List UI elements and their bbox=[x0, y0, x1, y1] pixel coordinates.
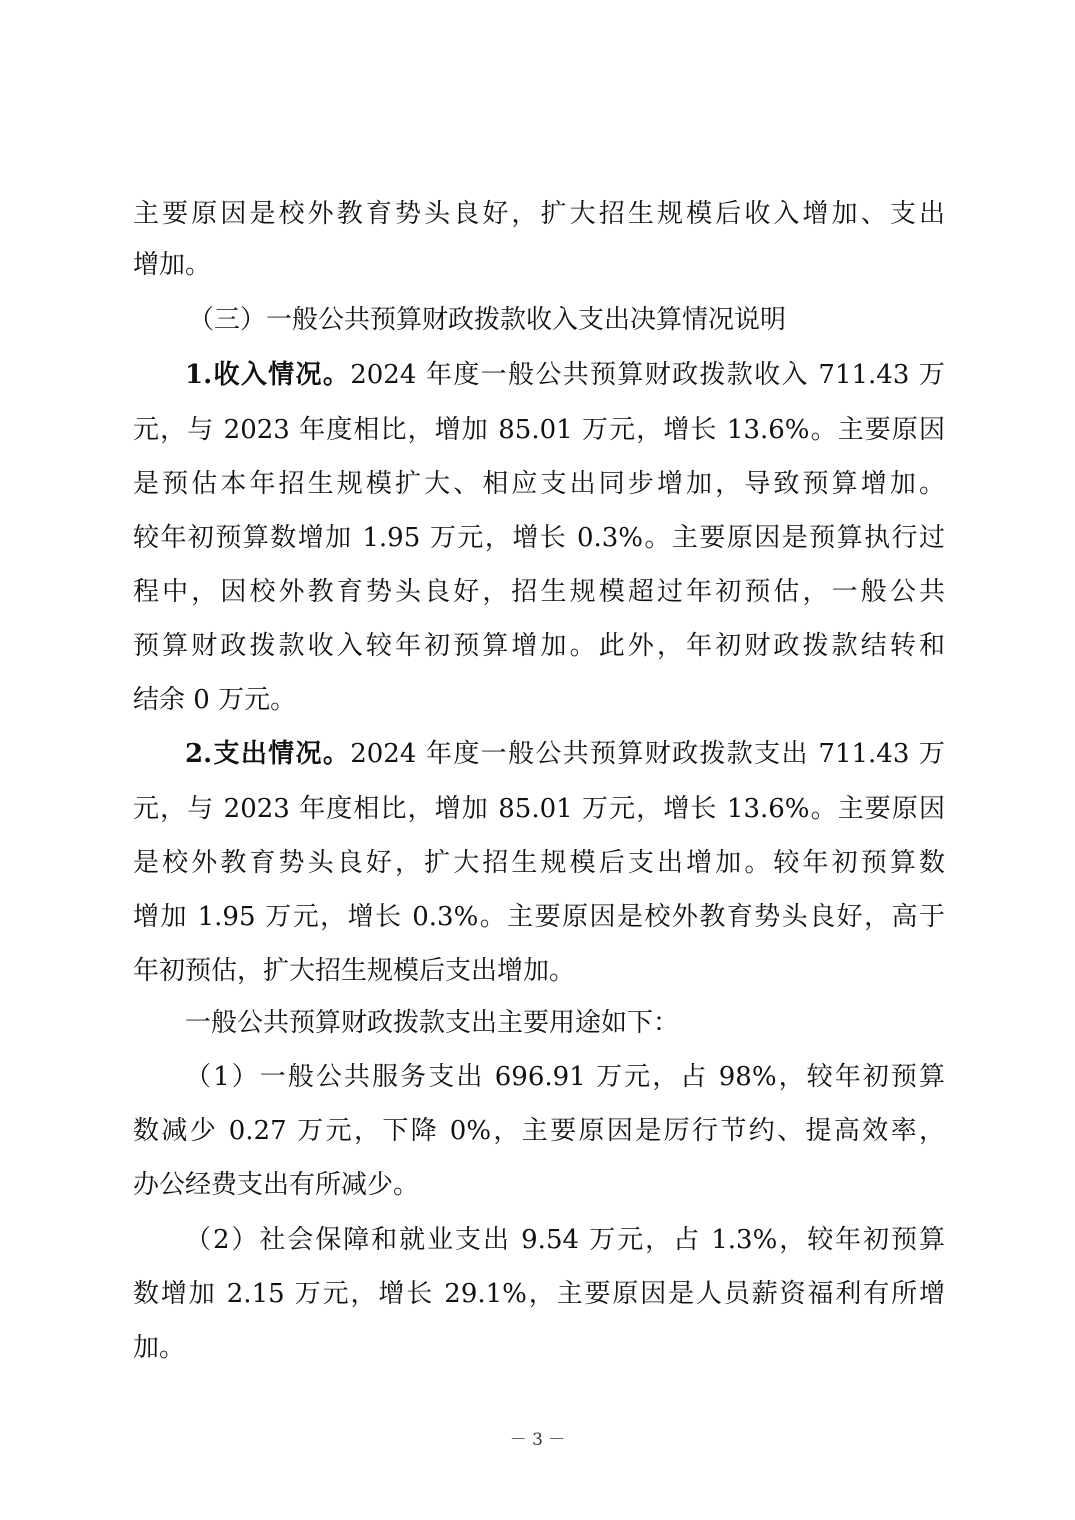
text-span: 2024 年度一般公共预算财政拨款支出 711.43 万 bbox=[350, 739, 945, 769]
section-heading: （三）一般公共预算财政拨款收入支出决算情况说明 bbox=[188, 305, 787, 335]
page-number: － 3 － bbox=[509, 1430, 566, 1450]
text-line: 增加。 bbox=[133, 250, 212, 280]
income-paragraph-first-line bbox=[185, 355, 945, 395]
text-line: 预算财政拨款收入较年初预算增加。此外，年初财政拨款结转和 bbox=[133, 631, 945, 661]
text-line: 加。 bbox=[133, 1333, 186, 1363]
text-line: 主要原因是校外教育势头良好，扩大招生规模后收入增加、支出 bbox=[133, 199, 945, 229]
text-line: 程中，因校外教育势头良好，招生规模超过年初预估，一般公共 bbox=[133, 577, 945, 607]
text-line: 数减少 0.27 万元，下降 0%，主要原因是厉行节约、提高效率， bbox=[133, 1116, 945, 1146]
text-line: （2）社会保障和就业支出 9.54 万元，占 1.3%，较年初预算 bbox=[185, 1225, 945, 1255]
text-line: 一般公共预算财政拨款支出主要用途如下： bbox=[185, 1008, 680, 1038]
text-line: 较年初预算数增加 1.95 万元，增长 0.3%。主要原因是预算执行过 bbox=[133, 523, 945, 553]
text-line: （1）一般公共服务支出 696.91 万元，占 98%，较年初预算 bbox=[185, 1062, 945, 1092]
text-line: 数增加 2.15 万元，增长 29.1%，主要原因是人员薪资福利有所增 bbox=[133, 1279, 945, 1309]
text-span: 2024 年度一般公共预算财政拨款收入 711.43 万 bbox=[350, 360, 945, 390]
expense-lead: 2.支出情况。 bbox=[185, 739, 351, 769]
text-line: 元，与 2023 年度相比，增加 85.01 万元，增长 13.6%。主要原因 bbox=[133, 794, 945, 824]
text-line: 年初预估，扩大招生规模后支出增加。 bbox=[133, 956, 576, 986]
text-line: 办公经费支出有所减少。 bbox=[133, 1170, 420, 1200]
income-lead: 1.收入情况。 bbox=[185, 360, 351, 390]
text-line: 是校外教育势头良好，扩大招生规模后支出增加。较年初预算数 bbox=[133, 848, 945, 878]
text-line: 结余 0 万元。 bbox=[133, 685, 297, 715]
expense-paragraph-first-line bbox=[185, 734, 945, 774]
text-line: 是预估本年招生规模扩大、相应支出同步增加，导致预算增加。 bbox=[133, 469, 945, 499]
text-line: 元，与 2023 年度相比，增加 85.01 万元，增长 13.6%。主要原因 bbox=[133, 415, 945, 445]
text-line: 增加 1.95 万元，增长 0.3%。主要原因是校外教育势头良好，高于 bbox=[133, 902, 945, 932]
